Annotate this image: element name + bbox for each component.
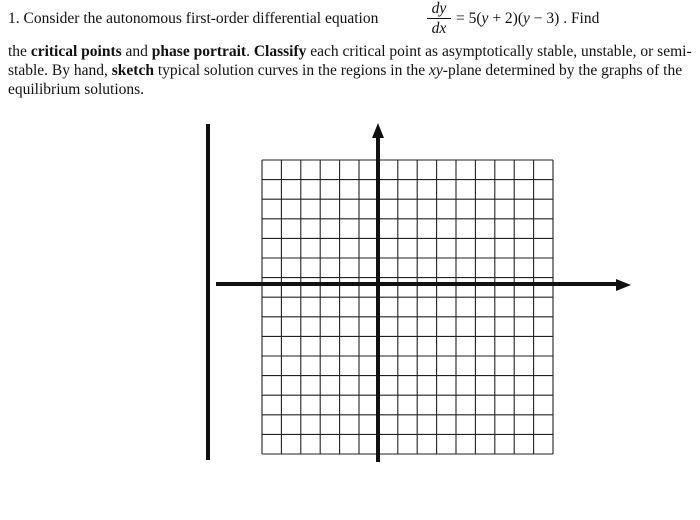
derivative-denominator: dx (431, 20, 447, 37)
y-axis-arrowhead (372, 123, 384, 138)
problem-intro-text: Consider the autonomous first-order differential equation (23, 10, 379, 27)
after-equation-text: . Find (563, 10, 600, 27)
bold-classify: Classify (253, 43, 307, 60)
instr-text-4: each critical point as asymptotically stable, unstable, or semi-stable. By hand, (8, 43, 692, 79)
x-axis-arrowhead (616, 279, 631, 291)
rhs-factor-2: − 3) (529, 10, 560, 27)
italic-xy: xy (429, 62, 443, 79)
equals-sign: = (456, 10, 465, 27)
instr-text-2: and (121, 43, 152, 60)
bold-phase-portrait: phase portrait (151, 43, 247, 60)
instr-text-5: typical solution curves in the regions in the (153, 62, 430, 79)
rhs-factor-1: + 2)( (488, 10, 524, 27)
grid-paper (262, 160, 553, 454)
problem-number: 1. (8, 10, 20, 27)
instr-text-3: . (246, 43, 254, 60)
rhs-variable-1: y (481, 10, 489, 27)
instr-text-1: the (8, 43, 31, 60)
rhs-coefficient: 5( (468, 10, 482, 27)
derivative-numerator: dy (431, 0, 447, 17)
bold-sketch: sketch (111, 62, 154, 79)
rhs-variable-2: y (523, 10, 530, 27)
bold-critical-points: critical points (30, 43, 122, 60)
instr-text-6: -plane determined by the graphs of the equilibrium solutions. (8, 62, 683, 98)
